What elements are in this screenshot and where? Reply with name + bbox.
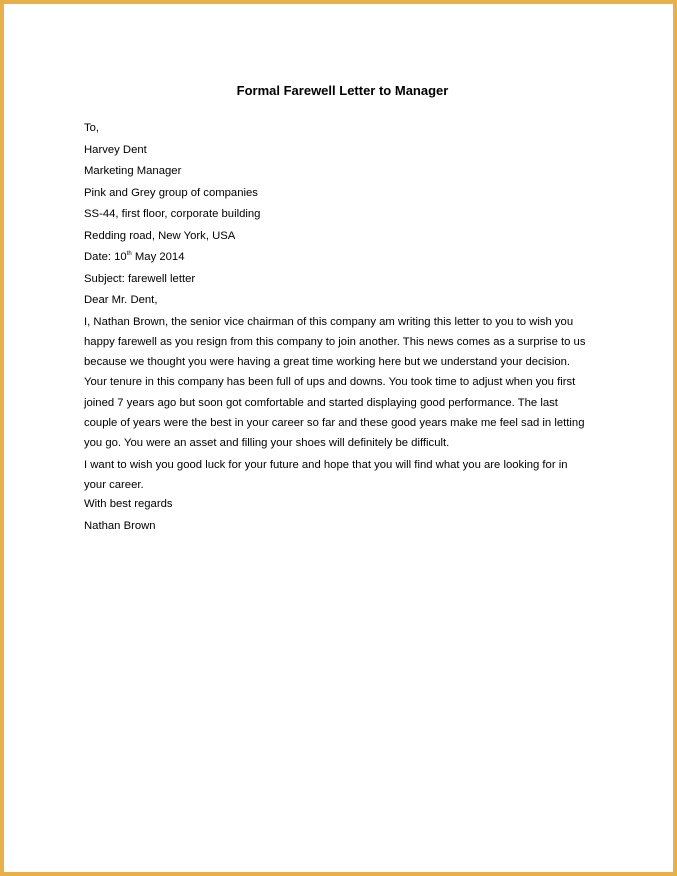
letter-body bbox=[84, 120, 614, 539]
date-line bbox=[84, 249, 614, 271]
recipient-title: Marketing Manager bbox=[84, 165, 182, 177]
letter-title: Formal Farewell Letter to Manager bbox=[236, 83, 449, 98]
date-prefix: Date: 10 bbox=[84, 251, 127, 263]
body-paragraph-2 bbox=[84, 455, 614, 496]
to-line: To, bbox=[84, 122, 100, 134]
closing: With best regards bbox=[84, 498, 173, 511]
address-line-1: SS-44, first floor, corporate building bbox=[84, 208, 261, 220]
recipient-name: Harvey Dent bbox=[84, 143, 147, 156]
company-name: Pink and Grey group of companies bbox=[84, 186, 258, 199]
paragraph-line: your career. bbox=[84, 478, 144, 491]
paragraph-line: you go. You were an asset and filling your shoes will definitely be difficult. bbox=[84, 437, 450, 450]
signature: Nathan Brown bbox=[84, 519, 156, 532]
paragraph-line: Your tenure in this company has been full of ups and downs. You took time to adjust when you first bbox=[84, 376, 576, 389]
paragraph-line: because we thought you were having a great time working here but we understand your decision. bbox=[84, 356, 571, 369]
date-rest: May 2014 bbox=[131, 251, 185, 263]
date-ordinal: th bbox=[126, 251, 132, 257]
address-line-2: Redding road, New York, USA bbox=[84, 229, 236, 242]
subject-line: Subject: farewell letter bbox=[84, 272, 196, 285]
body-paragraph-1 bbox=[84, 312, 614, 454]
paragraph-line: couple of years were the best in your career so far and these good years make me feel sad in letting bbox=[84, 416, 585, 429]
paragraph-line: happy farewell as you resign from this company to join another. This news comes as a surprise to us bbox=[84, 335, 586, 348]
paragraph-line: joined 7 years ago but soon got comfortable and started displaying good performance. The last bbox=[84, 396, 558, 409]
salutation: Dear Mr. Dent, bbox=[84, 294, 158, 306]
paragraph-line: I, Nathan Brown, the senior vice chairman of this company am writing this letter to you to wish you bbox=[84, 315, 574, 328]
paragraph-line: I want to wish you good luck for your future and hope that you will find what you are looking for in bbox=[84, 458, 568, 471]
